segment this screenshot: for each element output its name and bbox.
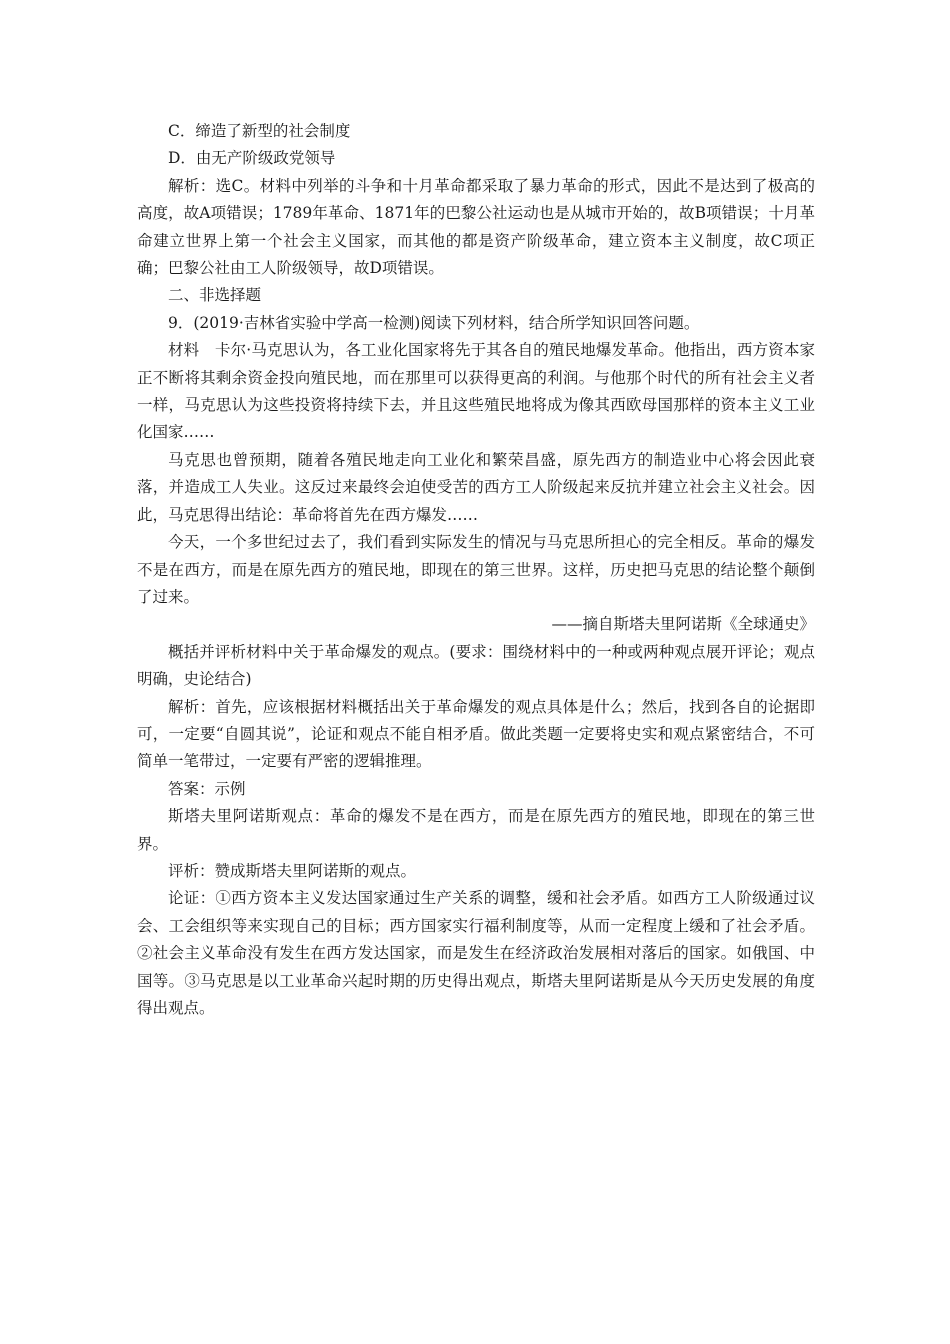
answer-argument: 论证：①西方资本主义发达国家通过生产关系的调整，缓和社会矛盾。如西方工人阶级通过议会、工会组织等来实现自己的目标；西方国家实行福利制度等，从而一定程度上缓和了社会矛盾。②社会主义革命没有发生在西方发达国家，而是发生在经济政治发展相对落后的国家。如俄国、中国等。③马克思是以工业革命兴起时期的历史得出观点，斯塔夫里阿诺斯是从今天历史发展的角度得出观点。 [137,889,815,1017]
answer-evaluation: 评析：赞成斯塔夫里阿诺斯的观点。 [168,861,417,880]
document-page [137,118,815,1022]
question-9-stem: 9．(2019·吉林省实验中学高一检测)阅读下列材料，结合所学知识回答问题。 [168,313,700,332]
material-paragraph-1: 材料 卡尔·马克思认为，各工业化国家将先于其各自的殖民地爆发革命。他指出，西方资本家正不断将其剩余资金投向殖民地，而在那里可以获得更高的利润。与他那个时代的所有社会主义者一样，马克思认为这些投资将持续下去，并且这些殖民地将成为像其西欧母国那样的资本主义工业化国家…… [137,341,815,442]
material-source: ——摘自斯塔夫里阿诺斯《全球通史》 [551,615,815,634]
task-instruction: 概括并评析材料中关于革命爆发的观点。(要求：围绕材料中的一种或两种观点展开评论；观点明确，史论结合) [137,642,815,689]
material-paragraph-3: 今天，一个多世纪过去了，我们看到实际发生的情况与马克思所担心的完全相反。革命的爆发不是在西方，而是在原先西方的殖民地，即现在的第三世界。这样，历史把马克思的结论整个颠倒了过来。 [137,533,815,606]
answer-label: 答案：示例 [168,779,246,798]
answer-viewpoint: 斯塔夫里阿诺斯观点：革命的爆发不是在西方，而是在原先西方的殖民地，即现在的第三世界。 [137,807,815,853]
material-paragraph-2: 马克思也曾预期，随着各殖民地走向工业化和繁荣昌盛，原先西方的制造业中心将会因此衰落，并造成工人失业。这反过来最终会迫使受苦的西方工人阶级起来反抗并建立社会主义社会。因此，马克思得出结论：革命将首先在西方爆发…… [137,450,815,524]
option-c: C．缔造了新型的社会制度 [168,122,351,140]
section-heading: 二、非选择题 [168,286,262,305]
analysis-question-8: 解析：选C。材料中列举的斗争和十月革命都采取了暴力革命的形式，因此不是达到了极高的高度，故A项错误；1789年革命、1871年的巴黎公社运动也是从城市开始的，故B项错误；十月革命建立世界上第一个社会主义国家，而其他的都是资产阶级革命，建立资本主义制度，故C项正确；巴黎公社由工人阶级领导，故D项错误。 [137,176,815,278]
option-d: D．由无产阶级政党领导 [168,149,336,168]
analysis-question-9: 解析：首先，应该根据材料概括出关于革命爆发的观点具体是什么；然后，找到各自的论据即可，一定要“自圆其说”，论证和观点不能自相矛盾。做此类题一定要将史实和观点紧密结合，不可简单一笔带过，一定要有严密的逻辑推理。 [137,697,815,771]
